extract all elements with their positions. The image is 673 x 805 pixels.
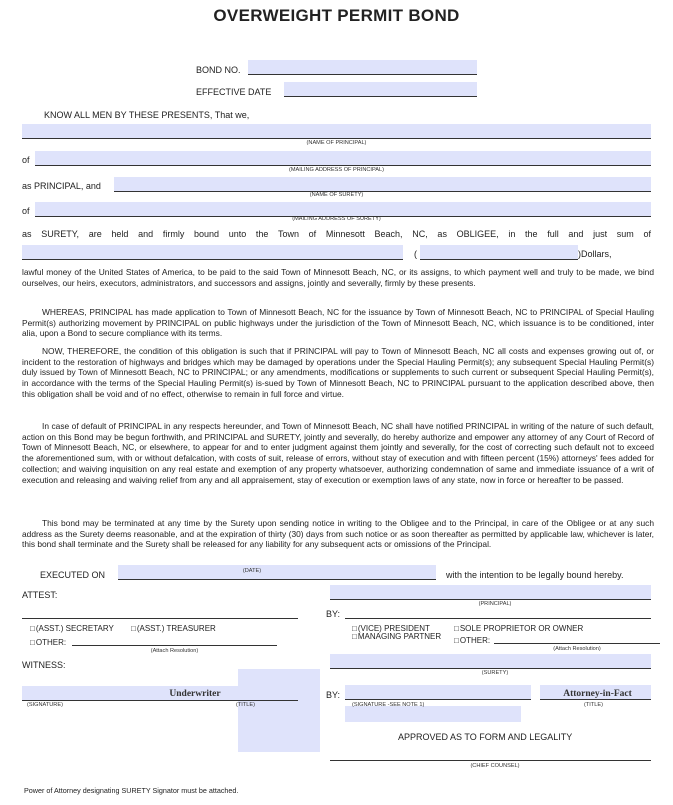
executed-on-label: EXECUTED ON [40, 570, 106, 580]
now-therefore-paragraph: NOW, THEREFORE, the condition of this obligation is such that if PRINCIPAL will pay to Town of Minnesott Beach, NC all costs and expenses growing out of, or incident to the restoration of highways and bridges which may be damaged by operations under the Special Hauling Permit(s); any subsequent Special Hauling Permit(s) duly issued by Town of Minnesott Beach, NC to PRINCIPAL; or any amendments, modifications or supplements to such current or subsequent Special Hauling Permit(s), in accordance with the terms of the Special Hauling Permit(s) is-sued by Town of Minnesott Beach, NC to PRINCIPAL pursuant to the application described above, then this obligation shall be void and of no effect, otherwise to remain in full force and virtue. [22, 346, 654, 399]
termination-paragraph: This bond may be terminated at any time by the Surety upon sending notice in writing to the Obligee and to the Principal, in care of the Obligee or at any such address as the Surety deems reasonable, and at the expiration of thirty (30) days from such notice or as soon thereafter as permitted by applicable law, whichever is later, this bond shall terminate and the Surety shall be released for any liability for any subsequent acts or omissions of the Principal. [22, 518, 654, 550]
managing-partner-label: MANAGING PARTNER [357, 632, 442, 641]
title-box-fill[interactable] [238, 669, 320, 752]
managing-partner-option[interactable] [352, 632, 441, 641]
of-label-principal: of [22, 155, 30, 165]
asst-secretary-option[interactable] [30, 624, 114, 633]
principal-signature-field[interactable] [330, 585, 651, 600]
surety-name-field[interactable] [114, 177, 651, 192]
attach-resolution-caption-2: (Attach Resolution) [553, 646, 601, 652]
principal-other-label: OTHER: [459, 636, 491, 645]
attest-other-label: OTHER: [35, 638, 67, 647]
title-caption-witness: (TITLE) [236, 702, 255, 708]
surety-name-caption: (NAME OF SURETY) [309, 192, 364, 198]
open-paren: ( [414, 249, 417, 259]
bond-no-field[interactable] [248, 60, 477, 75]
approved-text: APPROVED AS TO FORM AND LEGALITY [398, 732, 573, 742]
principal-name-field[interactable] [22, 124, 651, 139]
effective-date-field[interactable] [284, 82, 477, 97]
date-caption: (DATE) [242, 568, 262, 574]
title-caption-surety: (TITLE) [584, 702, 603, 708]
dollars-label: )Dollars, [578, 249, 612, 259]
asst-treasurer-option[interactable] [131, 624, 216, 633]
vice-president-label: (VICE) PRESIDENT [357, 624, 430, 633]
asst-treasurer-label: (ASST.) TREASURER [136, 624, 216, 633]
chief-counsel-caption: (CHIEF COUNSEL) [470, 763, 520, 769]
document-title: OVERWEIGHT PERMIT BOND [213, 6, 460, 25]
surety-signature-field[interactable] [330, 654, 651, 669]
footer-note: Power of Attorney designating SURETY Signator must be attached. [24, 786, 239, 795]
principal-other-option[interactable] [454, 636, 490, 645]
surety-by-signature-field[interactable] [345, 685, 531, 700]
asst-secretary-label: (ASST.) SECRETARY [35, 624, 114, 633]
sum-amount-field[interactable] [420, 245, 578, 260]
principal-name-caption: (NAME OF PRINCIPAL) [306, 140, 367, 146]
witness-label: WITNESS: [22, 660, 66, 670]
surety-address-caption: (MAILING ADDRESS OF SURETY) [292, 216, 381, 222]
know-all-text: KNOW ALL MEN BY THESE PRESENTS, That we, [44, 110, 250, 120]
attach-resolution-caption-1: (Attach Resolution) [150, 648, 199, 654]
signature-caption: (SIGNATURE) [27, 702, 63, 708]
principal-address-caption: (MAILING ADDRESS OF PRINCIPAL) [288, 167, 384, 173]
attest-other-field[interactable] [72, 636, 277, 646]
attest-label: ATTEST: [22, 590, 58, 600]
surety-bound-text: as SURETY, are held and firmly bound unto the Town of Minnesott Beach, NC, as OBLIGEE, in the full and just sum of [22, 229, 651, 239]
sole-proprietor-label: SOLE PROPRIETOR OR OWNER [459, 624, 584, 633]
signature-see-note-caption: (SIGNATURE -SEE NOTE 1) [352, 702, 425, 708]
attest-other-option[interactable] [30, 638, 66, 647]
principal-caption: (PRINCIPAL) [478, 601, 512, 607]
attest-signature-line[interactable] [22, 606, 298, 619]
underwriter-signature: Underwriter [169, 689, 221, 699]
by-label-principal: BY: [326, 609, 341, 619]
intention-text: with the intention to be legally bound hereby. [446, 570, 624, 580]
principal-address-field[interactable] [35, 151, 651, 166]
by-label-surety: BY: [326, 690, 341, 700]
witness-title-line[interactable] [295, 686, 298, 701]
whereas-paragraph: WHEREAS, PRINCIPAL has made application to Town of Minnesott Beach, NC for the issuance by Town of Minnesott Beach, NC to PRINCIPAL of Special Hauling Permit(s) authorizing movement by PRINCIPAL on public highways under the jurisdiction of the Town of Minnesott Beach, NC, which issuance is to be conditioned, inter alia, upon a Bond to secure compliance with its terms. [22, 307, 654, 339]
effective-date-label: EFFECTIVE DATE [196, 87, 272, 97]
surety-caption: (SURETY) [481, 670, 509, 676]
as-principal-label: as PRINCIPAL, and [22, 181, 101, 191]
principal-by-line[interactable] [345, 606, 651, 619]
principal-other-field[interactable] [494, 634, 660, 644]
attorney-in-fact-signature: Attorney-in-Fact [563, 689, 632, 699]
surety-signature-fill-box[interactable] [345, 706, 521, 722]
sole-proprietor-option[interactable] [454, 624, 583, 633]
sum-words-field[interactable] [22, 245, 403, 260]
bond-no-label: BOND NO. [196, 65, 241, 75]
lawful-money-paragraph: lawful money of the United States of America, to be paid to the said Town of Minnesott Beach, NC, or its assigns, to which payment well and truly to be made, we bind ourselves, our heirs, executors, administrators, and successors and assigns, jointly and severally, firmly by these presents. [22, 267, 654, 288]
of-label-surety: of [22, 206, 30, 216]
surety-address-field[interactable] [35, 202, 651, 217]
default-paragraph: In case of default of PRINCIPAL in any respects hereunder, and Town of Minnesott Beach, NC shall have notified PRINCIPAL in writing of the nature of such default, action on this Bond may be begun forthwith, and PRINCIPAL and SURETY, jointly and severally, do hereby authorize and empower any attorney of any Court of Record of Town of Minnesott Beach, NC, or elsewhere, to appear for and to enter judgment against them jointly and severally, for the cost of correcting such default not to exceed the aforementioned sum, with or without defalcation, with costs of suit, release of errors, without stay of execution and with fifteen percent (15%) attorneys' fees added for collection; and waiving inquisition on any real estate and exemption of any property whatsoever, authorizing condemnation of same and immediate issuance of a writ of execution and releasing and waiving relief from any and all appraisement, stay of execution or exemption laws of any state, now in force or hereafter to be passed. [22, 421, 654, 485]
chief-counsel-line[interactable] [330, 748, 651, 761]
